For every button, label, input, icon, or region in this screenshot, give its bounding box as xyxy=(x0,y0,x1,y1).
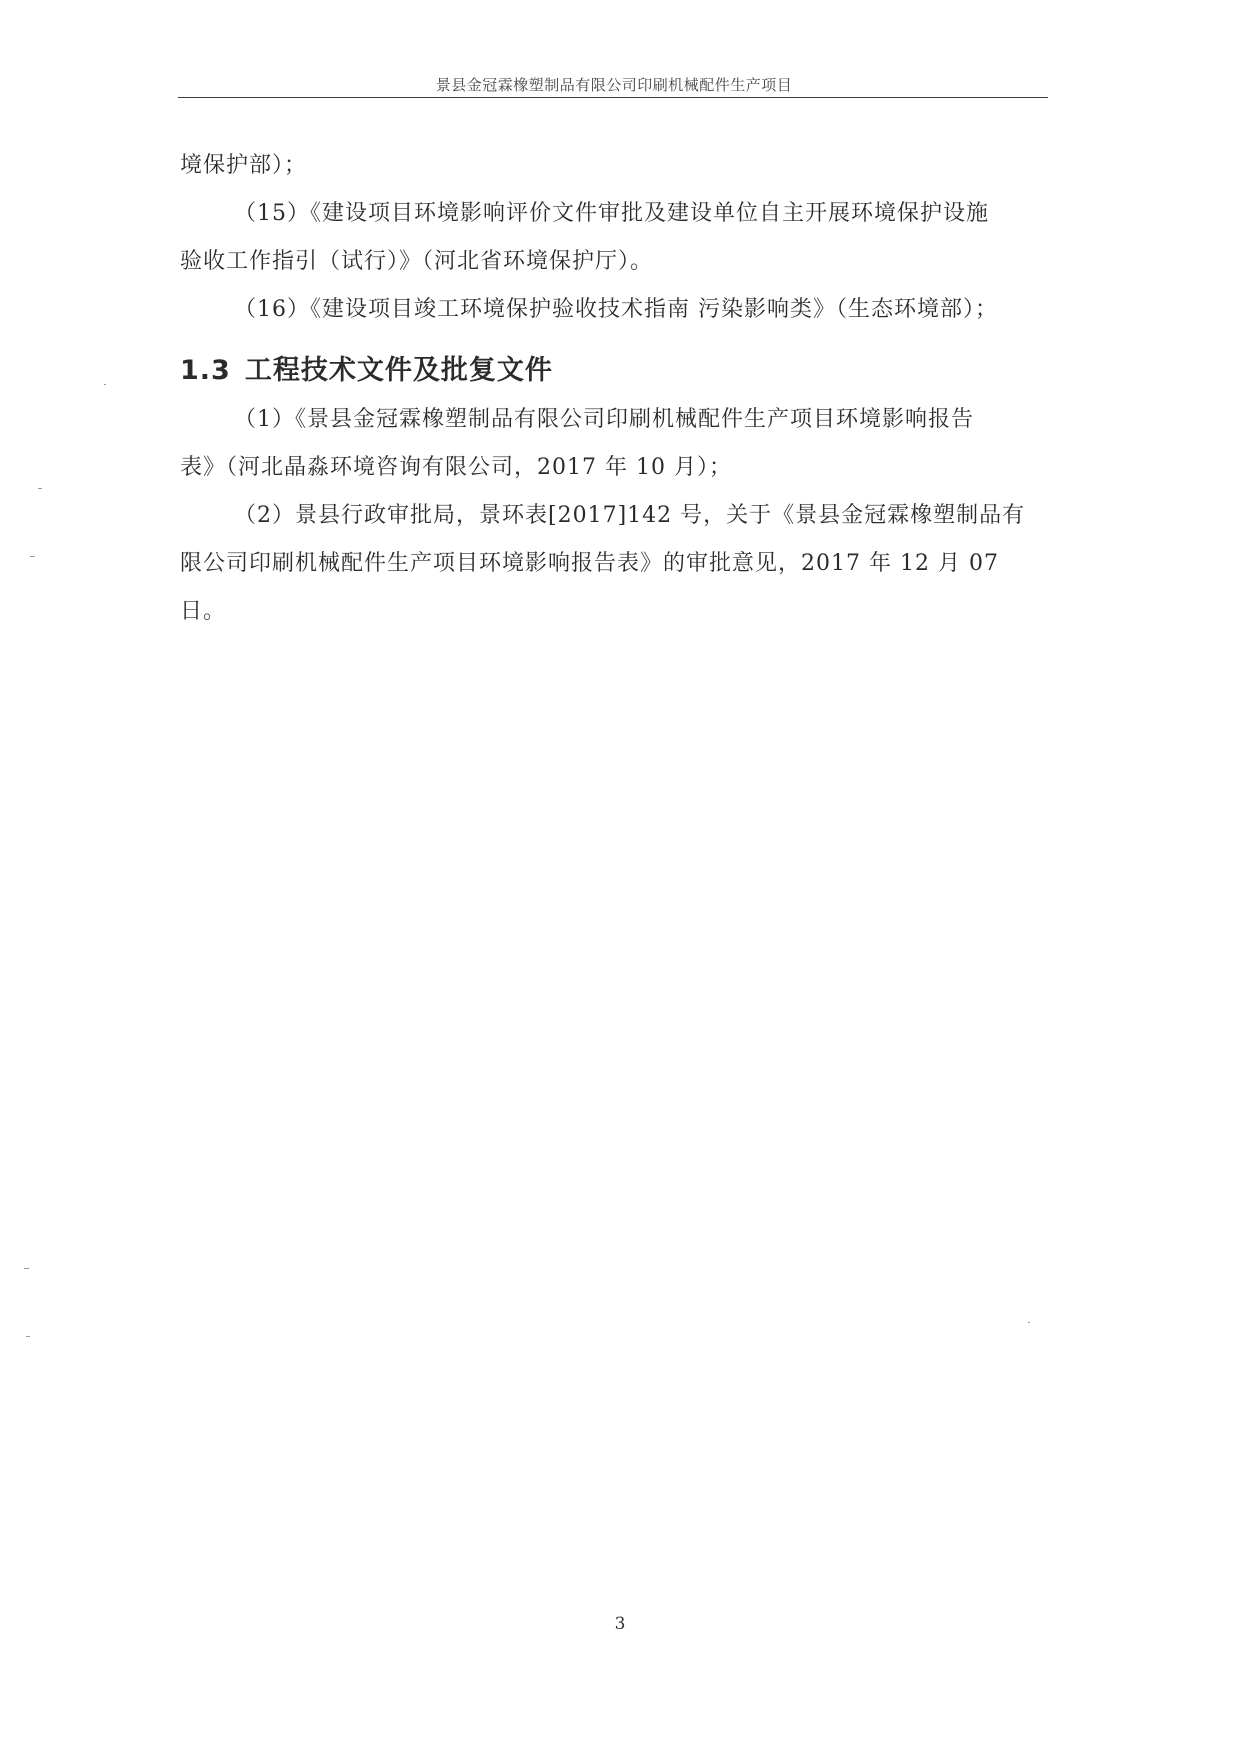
reference-line: 验收工作指引（试行）》（河北省环境保护厅）。 xyxy=(180,249,654,274)
document-item-1: （1）《景县金冠霖橡塑制品有限公司印刷机械配件生产项目环境影响报告 xyxy=(234,407,974,432)
running-header: 景县金冠霖橡塑制品有限公司印刷机械配件生产项目 xyxy=(435,76,793,94)
section-number: 1.3 xyxy=(180,355,231,386)
document-line: 表》（河北晶淼环境咨询有限公司，2017 年 10 月）； xyxy=(180,455,732,480)
section-heading xyxy=(180,348,553,387)
engineering-documents xyxy=(180,396,1048,636)
reference-item-15: （15）《建设项目环境影响评价文件审批及建设单位自主开展环境保护设施 xyxy=(234,201,989,226)
page-number: 3 xyxy=(614,1614,626,1634)
document-line: 日。 xyxy=(180,599,227,624)
section-title: 工程技术文件及批复文件 xyxy=(244,355,553,386)
header-rule xyxy=(178,97,1048,98)
references-continued xyxy=(180,142,1048,334)
document-item-2: （2）景县行政审批局，景环表[2017]142 号，关于《景县金冠霖橡塑制品有 xyxy=(234,503,1026,528)
document-line: 限公司印刷机械配件生产项目环境影响报告表》的审批意见，2017 年 12 月 07 xyxy=(180,551,999,576)
reference-item-16: （16）《建设项目竣工环境保护验收技术指南 污染影响类》（生态环境部）； xyxy=(234,297,998,322)
reference-line: 境保护部）； xyxy=(180,153,308,178)
